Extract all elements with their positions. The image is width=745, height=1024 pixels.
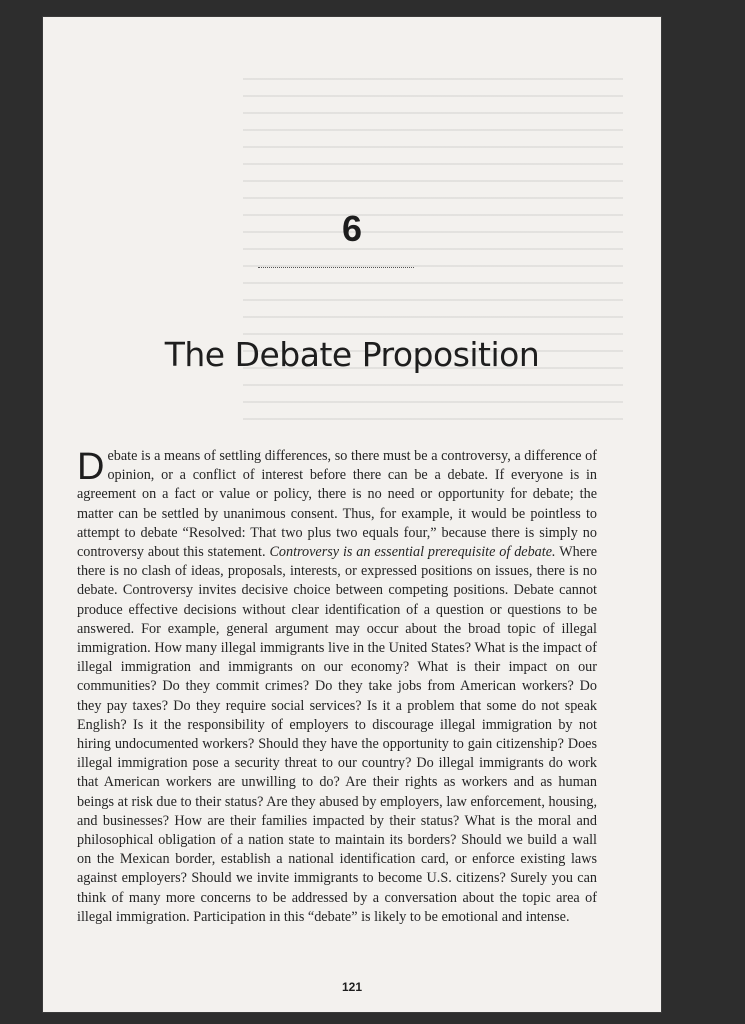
- body-paragraph: [77, 447, 597, 927]
- chapter-number: 6: [341, 208, 363, 249]
- drop-cap: D: [77, 446, 105, 488]
- page-number: 121: [341, 980, 363, 994]
- paragraph-segment-2: Where there is no clash of ideas, proposals, interests, or expressed positions on issues, there is no debate. Controversy invites decisive choice between competing positions. Debate cannot produce effective decisions without clear identification of a question or questions to be answered. For example, general argument may occur about the broad topic of illegal immigration. How many illegal immigrants live in the United States? What is the impact of illegal immigration and immigrants on our economy? What is their impact on our communities? Do they commit crimes? Do they take jobs from American workers? Do they pay taxes? Do they require social services? Is it a problem that some do not speak English? Is it the responsibility of employers to discourage illegal immigration by not hiring undocumented workers? Should they have the opportunity to gain citizenship? Does illegal immigration pose a security threat to our country? Do illegal immigrants do work that American workers are unwilling to do? Are their rights as workers and as human beings at risk due to their status? Are they abused by employers, law enforcement, housing, and businesses? How are their families impacted by their status? What is the moral and philosophical obligation of a nation state to maintain its borders? Should we build a wall on the Mexican border, establish a national identification card, or enforce existing laws against employers? Should we invite immigrants to become U.S. citizens? Surely you can think of many more concerns to be addressed by a conversation about the topic area of illegal immigration. Participation in this “debate” is likely to be emotional and intense.: [77, 544, 597, 925]
- paragraph-segment-1: ebate is a means of settling differences, so there must be a controversy, a difference of opinion, or a conflict of interest before there can be a debate. If everyone is in agreement on a fact or value or policy, there is no need or opportunity for debate; the matter can be settled by unanimous consent. Thus, for example, it would be pointless to attempt to debate “Resolved: That two plus two equals four,” because there is simply no controversy about this statement.: [77, 448, 597, 561]
- chapter-title: The Debate Proposition: [164, 335, 540, 374]
- paragraph: [77, 447, 597, 927]
- emphasized-sentence: Controversy is an essential prerequisite of debate.: [269, 544, 556, 561]
- book-page: [43, 17, 661, 1012]
- chapter-divider: [258, 267, 414, 268]
